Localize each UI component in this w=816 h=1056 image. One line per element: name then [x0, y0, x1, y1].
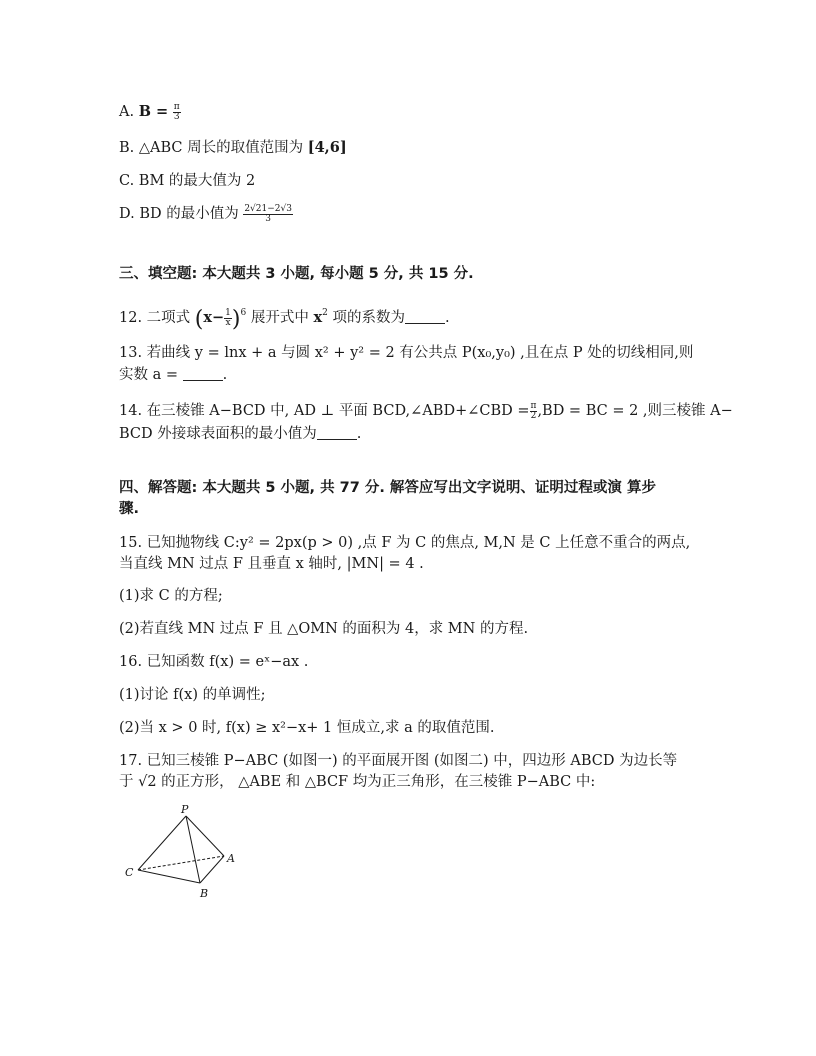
option-a [119, 102, 181, 122]
option-d-fraction [243, 205, 293, 224]
option-a-label: A. [119, 104, 135, 120]
option-d-label: D. [119, 206, 135, 222]
q14-end: . [356, 426, 362, 442]
q15-line-2: 当直线 MN 过点 F 且垂直 x 轴时, |MN| = 4 . [119, 556, 424, 572]
section-4-title-line-1: 四、解答题: 本大题共 5 小题, 共 77 分. 解答应写出文字说明、证明过程或演 算步 [119, 480, 656, 496]
q12-prefix: 二项式 [146, 310, 191, 326]
q12-term: x [313, 309, 323, 326]
q14-line2-text: BCD 外接球表面积的最小值为 [119, 426, 317, 442]
option-b [119, 138, 347, 158]
option-a-frac-den: 3 [173, 111, 180, 122]
label-p: P [181, 803, 189, 816]
option-d [119, 204, 293, 224]
q15-part-2: (2)若直线 MN 过点 F 且 △OMN 的面积为 4，求 MN 的方程. [119, 621, 529, 637]
option-b-text: △ABC 周长的取值范围为 [138, 140, 304, 156]
q12-mid: 展开式中 [250, 310, 309, 326]
option-c-label: C. [119, 173, 135, 189]
q13-line-2 [119, 365, 227, 385]
q12-inner-den: x [225, 317, 231, 328]
label-c: C [125, 866, 134, 879]
q16-part-2: (2)当 x > 0 时, f(x) ≥ x²−x+ 1 恒成立,求 a 的取值范围. [119, 720, 495, 736]
q12-answer-blank[interactable] [405, 309, 445, 324]
q12-base: x− [203, 309, 225, 326]
label-b: B [200, 887, 209, 900]
q15-line-1: 15. 已知抛物线 C:y² = 2px(p > 0) ,点 F 为 C 的焦点, M,N 是 C 上任意不重合的两点, [119, 535, 691, 551]
q12-open-paren: ( [194, 307, 204, 332]
edge-pa [186, 816, 224, 856]
option-c [119, 171, 255, 191]
edge-pb [186, 816, 200, 883]
edge-ca-hidden [138, 856, 224, 870]
q16-line-1: 16. 已知函数 f(x) = eˣ−ax . [119, 654, 309, 670]
label-a: A [227, 852, 235, 865]
q15-part-1: (1)求 C 的方程; [119, 588, 223, 604]
option-b-value: [4,6] [307, 139, 347, 156]
q14-frac-num: π [530, 400, 537, 411]
q12-close-paren: ) [231, 307, 241, 332]
q12-inner-num: 1 [225, 307, 231, 318]
q14-line1a: 14. 在三棱锥 A−BCD 中, AD ⊥ 平面 BCD,∠ABD+∠CBD = [119, 403, 530, 419]
edge-ba [200, 856, 224, 883]
option-c-text: BM 的最大值为 2 [138, 173, 256, 189]
option-a-frac-num: π [173, 101, 180, 112]
option-d-text: BD 的最小值为 [139, 206, 239, 222]
section-4-title-line-2: 骤. [119, 501, 140, 517]
q12-inner-fraction [224, 309, 232, 328]
q14-line1b: ,BD = BC = 2 ,则三棱锥 A− [537, 403, 733, 419]
edge-pc [138, 816, 186, 870]
q14-line-1 [119, 401, 733, 421]
option-b-label: B. [119, 140, 135, 156]
q17-line-1: 17. 已知三棱锥 P−ABC (如图一) 的平面展开图 (如图二) 中，四边形 ABCD 为边长等 [119, 753, 678, 769]
q13-end: . [222, 367, 228, 383]
option-d-frac-den: 3 [265, 213, 272, 224]
q13-line2-prefix: 实数 a = [119, 367, 179, 383]
q13-line-1: 13. 若曲线 y = lnx + a 与圆 x² + y² = 2 有公共点 P(x₀,y₀) ,且在点 P 处的切线相同,则 [119, 345, 694, 361]
option-d-frac-num: 2√21−2√3 [244, 203, 292, 214]
section-3-title: 三、填空题: 本大题共 3 小题, 每小题 5 分, 共 15 分. [119, 266, 474, 282]
q12-suffix: 项的系数为 [332, 310, 405, 326]
q16-part-1: (1)讨论 f(x) 的单调性; [119, 687, 266, 703]
q13-answer-blank[interactable] [183, 366, 223, 381]
option-a-fraction [173, 103, 181, 122]
q12-term-exp: 2 [322, 308, 328, 318]
q12-number: 12. [119, 310, 143, 326]
pyramid-figure [118, 800, 248, 905]
edge-cb [138, 870, 200, 883]
question-12 [119, 303, 450, 330]
q14-line-2 [119, 424, 361, 444]
q12-exponent: 6 [240, 308, 247, 318]
option-a-lhs: B = [138, 103, 169, 120]
q14-frac-den: 2 [530, 410, 537, 421]
q17-line-2: 于 √2 的正方形， △ABE 和 △BCF 均为正三角形，在三棱锥 P−ABC 中: [119, 774, 596, 790]
q12-end: . [444, 310, 450, 326]
q14-answer-blank[interactable] [317, 425, 357, 440]
